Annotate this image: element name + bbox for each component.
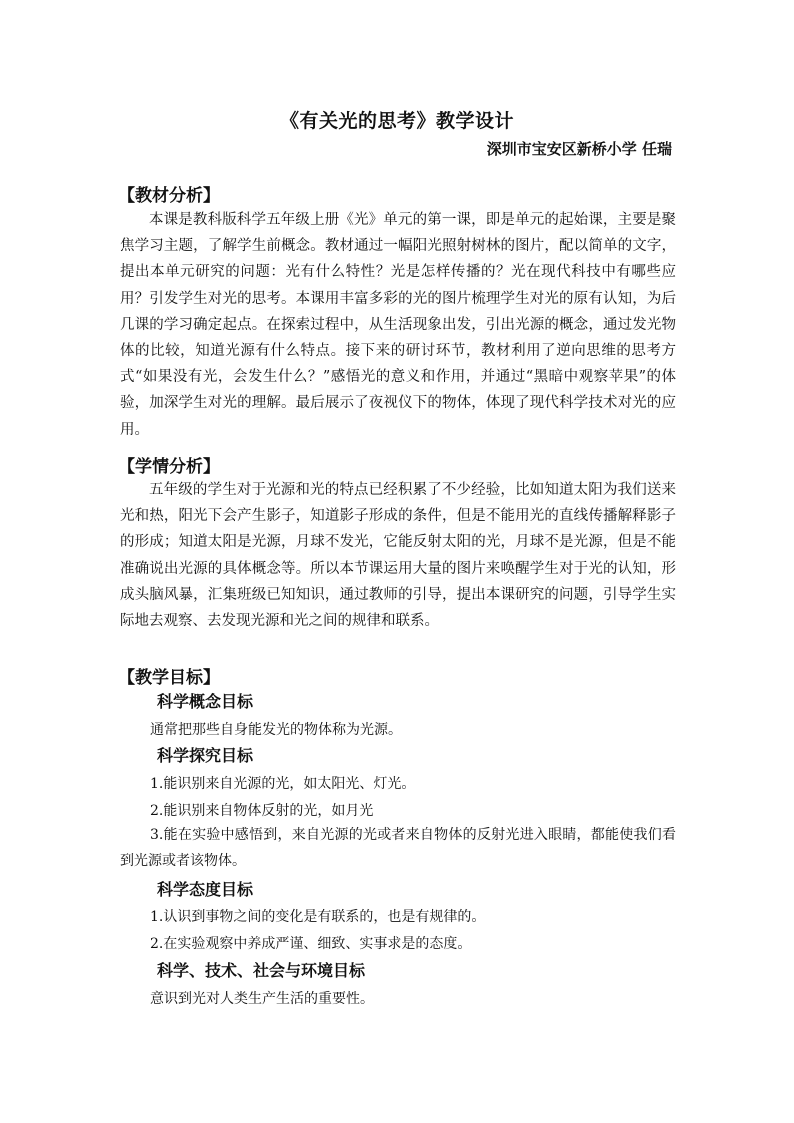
goal-attitude-item-1: 1.认识到事物之间的变化是有联系的，也是有规律的。	[150, 909, 486, 925]
student-analysis-paragraph: 五年级的学生对于光源和光的特点已经积累了不少经验，比如知道太阳为我们送来光和热，阳光下会产生影子，知道影子形成的条件，但是不能用光的直线传播解释影子的形成；知道太阳是光源，月球不发光，它能反射太阳的光，月球不是光源，但是不能准确说出光源的具体概念等。所以本节课运用大量的图片来唤醒学生对于光的认知，形成头脑风暴，汇集班级已知知识，通过教师的引导，提出本课研究的问题，引导学生实际地去观察、去发现光源和光之间的规律和联系。	[120, 482, 676, 630]
goal-attitude-heading: 科学态度目标	[157, 880, 254, 899]
section-heading-material: 【教材分析】	[118, 186, 220, 206]
material-analysis-paragraph: 本课是教科版科学五年级上册《光》单元的第一课，即是单元的起始课，主要是聚焦学习主题，了解学生前概念。教材通过一幅阳光照射树林的图片，配以简单的文字，提出本单元研究的问题：光有什么特性？光是怎样传播的？光在现代科技中有哪些应用？引发学生对光的思考。本课用丰富多彩的光的图片梳理学生对光的原有认知，为后几课的学习确定起点。在探索过程中，从生活现象出发，引出光源的概念，通过发光物体的比较，知道光源有什么特点。接下来的研讨环节，教材利用了逆向思维的思考方式“如果没有光，会发生什么？”感悟光的意义和作用，并通过“黑暗中观察苹果”的体验，加深学生对光的理解。最后展示了夜视仪下的物体，体现了现代科学技术对光的应用。	[120, 212, 676, 438]
goal-attitude-item-2: 2.在实验观察中养成严谨、细致、实事求是的态度。	[150, 936, 472, 952]
goal-inquiry-item-1: 1.能识别来自光源的光，如太阳光、灯光。	[150, 776, 416, 792]
goal-sts-text: 意识到光对人类生产生活的重要性。	[150, 991, 374, 1007]
goal-inquiry-item-3: 3.能在实验中感悟到，来自光源的光或者来自物体的反射光进入眼睛，都能使我们看到光源或者该物体。	[120, 827, 676, 869]
section-heading-goals: 【教学目标】	[118, 668, 220, 688]
document-author: 深圳市宝安区新桥小学 任瑞	[486, 140, 672, 158]
document-title: 《有关光的思考》教学设计	[279, 110, 514, 132]
goal-inquiry-item-2: 2.能识别来自物体反射的光，如月光	[150, 803, 374, 819]
goal-sts-heading: 科学、技术、社会与环境目标	[157, 961, 366, 980]
goal-inquiry-heading: 科学探究目标	[157, 746, 254, 765]
section-heading-students: 【学情分析】	[118, 457, 220, 477]
goal-concept-heading: 科学概念目标	[157, 692, 254, 711]
goal-concept-text: 通常把那些自身能发光的物体称为光源。	[150, 722, 402, 738]
